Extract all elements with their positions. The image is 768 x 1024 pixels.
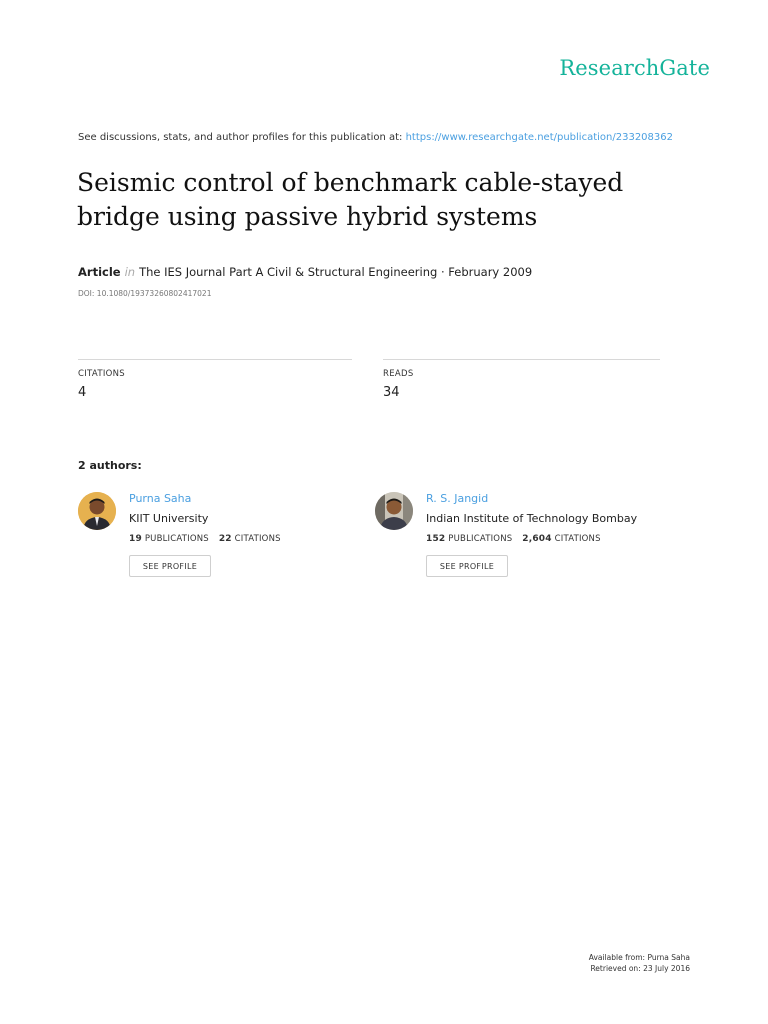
publication-type: Article [78,265,121,279]
author-stats [129,534,281,544]
doi: DOI: 10.1080/19373260802417021 [78,289,212,298]
author-citations-label: CITATIONS [234,534,281,544]
author-name-link[interactable]: R. S. Jangid [426,492,489,505]
reads-label: READS [383,369,414,379]
publication-meta [78,265,532,279]
see-profile-button[interactable]: SEE PROFILE [426,555,508,577]
author-citations-label: CITATIONS [554,534,601,544]
publications-count: 152 [426,534,446,544]
author-info [426,492,637,577]
author-citations-count: 2,604 [522,534,552,544]
publication-link[interactable]: https://www.researchgate.net/publication/233208362 [405,132,673,143]
retrieved-on: Retrieved on: 23 July 2016 [590,964,690,973]
author-avatar[interactable] [78,492,116,530]
author-info [129,492,281,577]
researchgate-logo: ResearchGate [559,56,710,80]
author-citations-count: 22 [218,534,232,544]
footer [589,952,690,974]
reads-value: 34 [383,385,400,400]
author-institution: Indian Institute of Technology Bombay [426,512,638,525]
author-avatar[interactable] [375,492,413,530]
author-institution: KIIT University [129,512,209,525]
citations-value: 4 [78,385,87,400]
publications-label: PUBLICATIONS [144,534,209,544]
see-profile-button[interactable]: SEE PROFILE [129,555,211,577]
discussion-intro-line [78,132,673,143]
author-name-link[interactable]: Purna Saha [129,492,192,505]
citations-stat [78,359,352,400]
journal-and-date: The IES Journal Part A Civil & Structural Engineering · February 2009 [139,265,533,279]
citations-label: CITATIONS [78,369,125,379]
in-word: in [124,265,136,279]
publications-count: 19 [129,534,142,544]
intro-text: See discussions, stats, and author profiles for this publication at: [78,132,406,143]
author-stats [426,534,637,544]
publications-label: PUBLICATIONS [448,534,513,544]
reads-stat [383,359,660,400]
authors-heading: 2 authors: [78,459,142,472]
publication-title: Seismic control of benchmark cable-stayed bridge using passive hybrid systems [77,168,624,231]
available-from: Available from: Purna Saha [588,953,690,962]
